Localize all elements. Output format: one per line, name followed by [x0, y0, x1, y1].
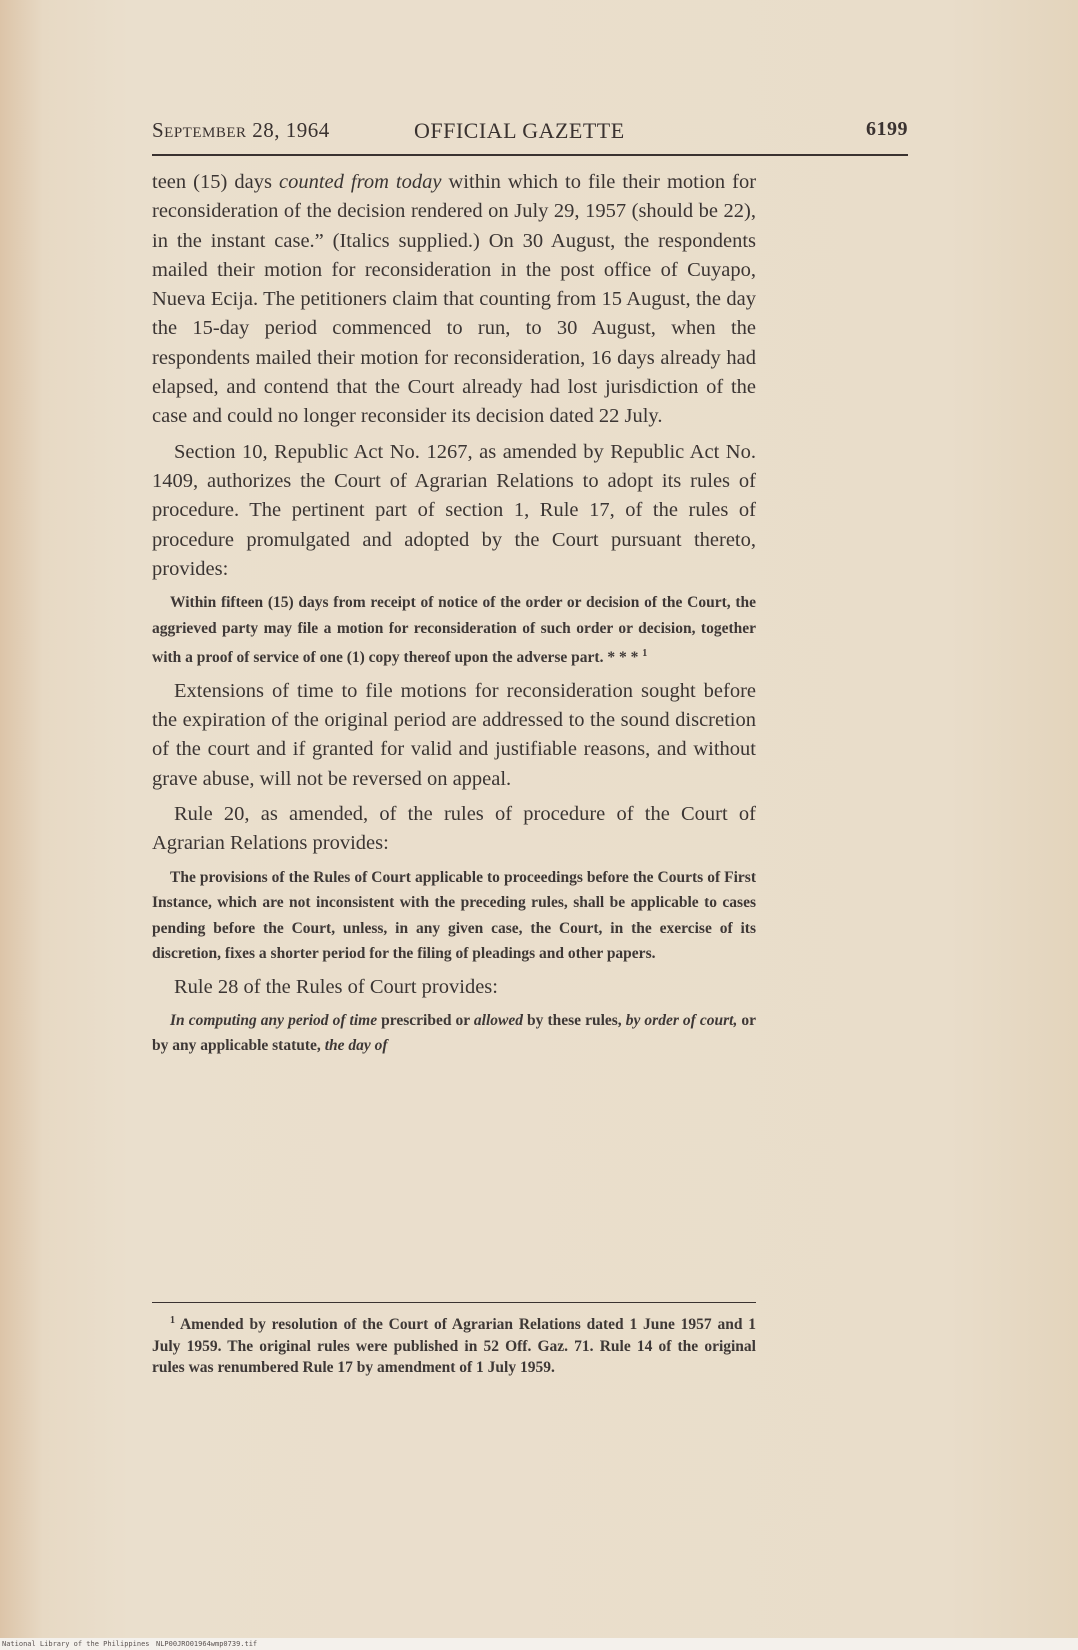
header-date: September 28, 1964	[152, 118, 330, 142]
paragraph-1	[152, 168, 756, 432]
header-title: OFFICIAL GAZETTE	[414, 118, 625, 143]
quote3-text-a: prescribed or	[377, 1011, 474, 1029]
quote1-text: Within fifteen (15) days from receipt of notice of the order or decision of the Court, the aggrieved party may file a motion for reconsideration of such order or decision, together with a proof of service of one (1) copy thereof upon the adverse part. * * *	[152, 594, 756, 667]
quote3-italic-1: In computing any period of time	[170, 1011, 378, 1029]
paragraph-5: Rule 28 of the Rules of Court provides:	[174, 975, 498, 998]
running-header	[152, 118, 908, 146]
main-text	[152, 168, 756, 1063]
footnote-marker: 1	[170, 1315, 175, 1326]
quote3-text-c: or by any applicable statute,	[152, 1011, 757, 1055]
quote3-italic-4: the day of	[324, 1037, 388, 1055]
footnote-rule	[152, 1302, 756, 1303]
footnote-text: Amended by resolution of the Court of Agrarian Relations dated 1 June 1957 and 1 July 1959. The original rules were published in 52 Off. Gaz. 71. Rule 14 of the original rules was renumbered Rule 17 by amendment of 1 July 1959.	[152, 1316, 756, 1377]
block-quote-rule-28	[152, 1008, 756, 1059]
page-number: 6199	[866, 118, 908, 140]
header-rule	[152, 154, 908, 156]
paragraph-3: Extensions of time to file motions for reconsideration sought before the expiration of the original period are addressed to the sound discretion of the court and if granted for valid and justifiable reasons, and without grave abuse, will not be reversed on appeal.	[152, 679, 756, 790]
paragraph-2: Section 10, Republic Act No. 1267, as amended by Republic Act No. 1409, authorizes the Court of Agrarian Relations to adopt its rules of procedure. The pertinent part of section 1, Rule 17, of the rules of procedure promulgated and adopted by the Court pursuant thereto, provides:	[152, 440, 756, 580]
scan-filename: NLP00JRO01964wmp0739.tif	[156, 1640, 258, 1648]
footnote-ref: 1	[642, 648, 648, 660]
scan-library: National Library of the Philippines	[2, 1640, 150, 1648]
p1-text-a: teen (15) days	[152, 171, 279, 193]
p1-text-b: within which to file their motion for reconsideration of the decision rendered on July 29, 1957 (should be 22), in the instant case.” (Italics supplied.) On 30 August, the respondents mailed their motion for reconsideration in the post office of Cuyapo, Nueva Ecija. The petitioners claim that counting from 15 August, the day the 15-day period commenced to run, to 30 August, when the respondents mailed their motion for reconsideration, 16 days already had elapsed, and contend that the Court already had lost jurisdiction of the case and could no longer reconsider its decision dated 22 July.	[152, 171, 757, 428]
quote3-text-b: by these rules,	[523, 1011, 626, 1029]
p1-italic: counted from today	[278, 171, 442, 193]
paragraph-4: Rule 20, as amended, of the rules of procedure of the Court of Agrarian Relations provides:	[152, 803, 756, 855]
footnote	[152, 1310, 756, 1379]
block-quote-rule-17	[152, 590, 756, 671]
quote3-italic-2: allowed	[473, 1011, 524, 1029]
block-quote-rule-20: The provisions of the Rules of Court applicable to proceedings before the Courts of First Instance, which are not inconsistent with the preceding rules, shall be applicable to cases pending before the Court, unless, in any given case, the Court, in the exercise of its discretion, fixes a shorter period for the filing of pleadings and other papers.	[152, 868, 756, 963]
quote3-italic-3: by order of court,	[625, 1011, 738, 1029]
